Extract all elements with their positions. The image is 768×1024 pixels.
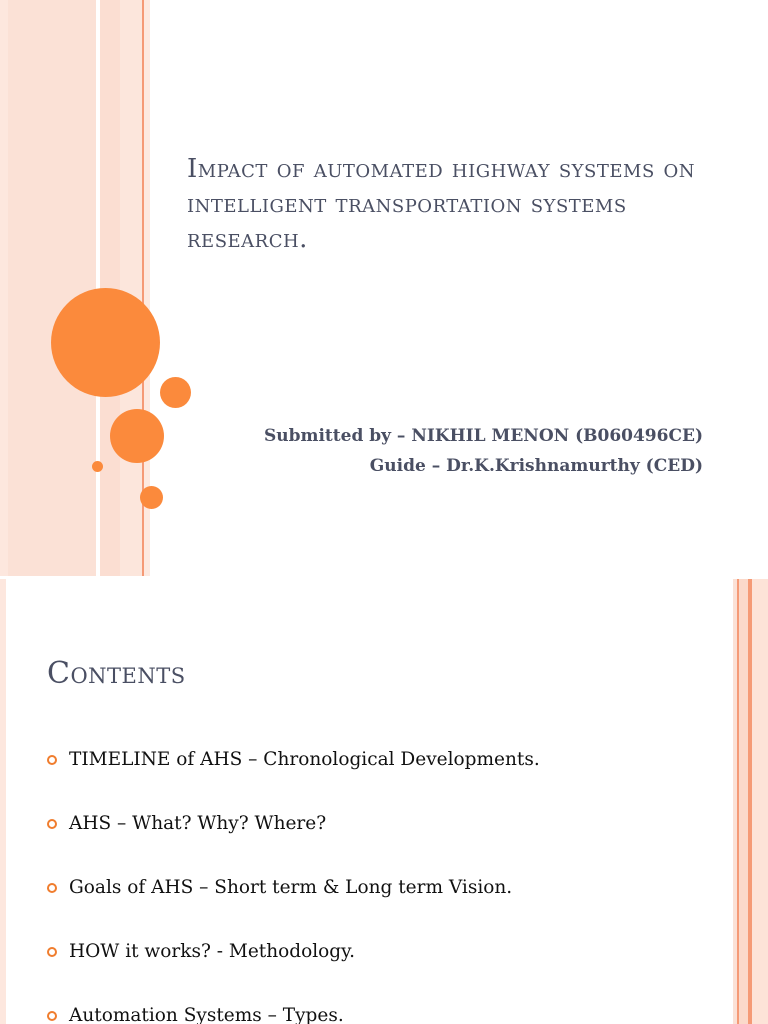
guide-line: Guide – Dr.K.Krishnamurthy (CED): [369, 456, 703, 476]
list-item-label: AHS – What? Why? Where?: [69, 813, 327, 834]
list-item-label: TIMELINE of AHS – Chronological Developments.: [69, 749, 540, 770]
decorative-circle: [92, 461, 103, 472]
circle-bullet-icon: [47, 883, 57, 893]
decorative-stripe: [120, 0, 142, 576]
contents-list: [47, 746, 540, 1024]
decorative-stripe: [8, 0, 96, 576]
decorative-stripe: [0, 0, 8, 576]
circle-bullet-icon: [47, 755, 57, 765]
circle-bullet-icon: [47, 947, 57, 957]
decorative-circle: [160, 377, 191, 408]
list-item: [47, 938, 540, 1002]
list-item: [47, 874, 540, 938]
slide-separator: [0, 576, 768, 579]
decorative-stripe: [739, 576, 748, 1024]
decorative-stripe: [752, 576, 768, 1024]
list-item: [47, 810, 540, 874]
list-item-label: Automation Systems – Types.: [69, 1005, 344, 1024]
decorative-circle: [110, 409, 164, 463]
decorative-circle: [140, 486, 163, 509]
submitted-by: Submitted by – NIKHIL MENON (B060496CE): [263, 426, 703, 446]
list-item: [47, 1002, 540, 1024]
contents-heading: Contents: [47, 656, 186, 691]
decorative-circle-large: [51, 288, 160, 397]
list-item-label: Goals of AHS – Short term & Long term Vision.: [69, 877, 513, 898]
list-item-label: HOW it works? - Methodology.: [69, 941, 356, 962]
circle-bullet-icon: [47, 819, 57, 829]
decorative-stripe: [0, 576, 6, 1024]
contents-slide: [0, 576, 768, 1024]
list-item: [47, 746, 540, 810]
circle-bullet-icon: [47, 1011, 57, 1021]
slide-title: Impact of automated highway systems on intelligent transportation systems research.: [187, 154, 696, 254]
